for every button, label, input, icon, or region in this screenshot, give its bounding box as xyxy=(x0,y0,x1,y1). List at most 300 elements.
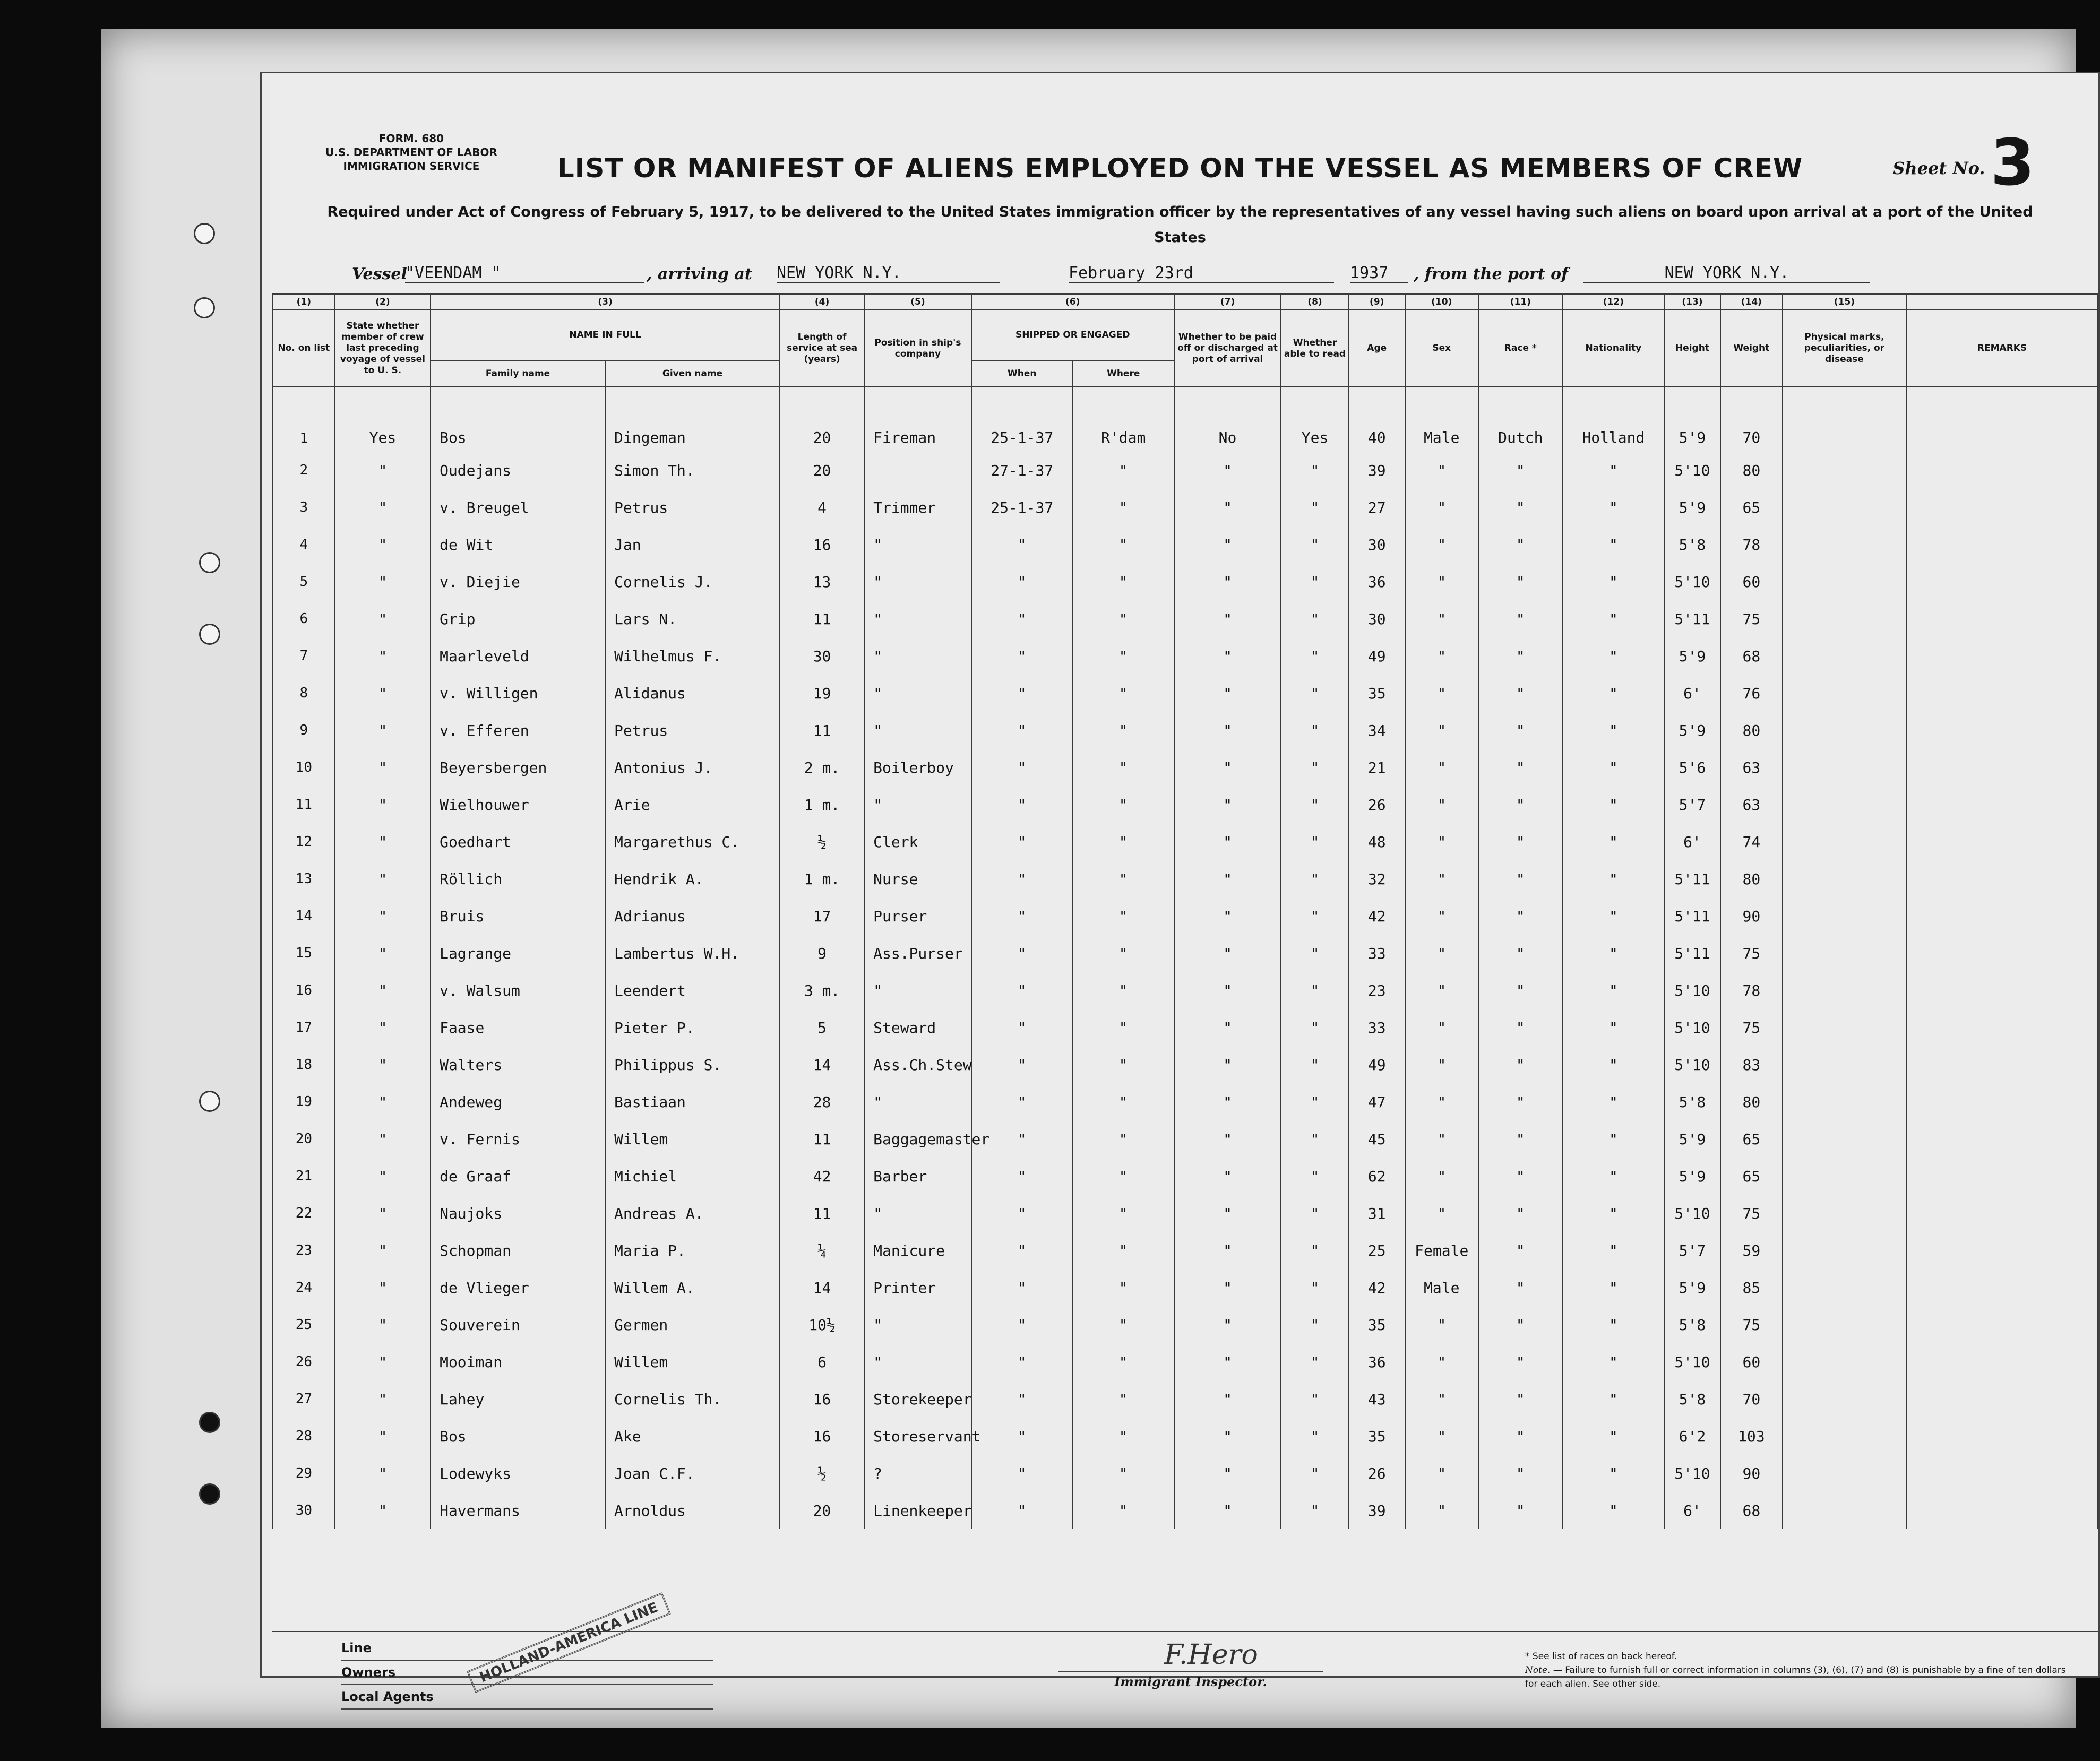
page-subtitle: Required under Act of Congress of February 5, 1917, to be delivered to the United States immigration officer by the representatives of any vessel having such aliens on board upon arrival at a port of the United States xyxy=(327,204,2033,246)
cell-position: " xyxy=(864,637,971,675)
cell-age: 21 xyxy=(1349,749,1405,786)
cell-given: Simon Th. xyxy=(605,452,780,489)
cell-nat: " xyxy=(1563,600,1664,637)
sheet-number: 3 xyxy=(1990,126,2035,200)
table-row xyxy=(273,1232,2098,1269)
cell-age: 33 xyxy=(1349,1009,1405,1046)
cell-nat: " xyxy=(1563,526,1664,563)
cell-nat: " xyxy=(1563,786,1664,823)
cell-family: v. Breugel xyxy=(431,489,605,526)
cell-race: " xyxy=(1478,1306,1563,1343)
cell-family: Naujoks xyxy=(431,1195,605,1232)
cell-age: 31 xyxy=(1349,1195,1405,1232)
cell-paid: " xyxy=(1174,1269,1281,1306)
manifest-page xyxy=(260,72,2100,1704)
cell-remarks xyxy=(1906,749,2098,786)
cell-remarks xyxy=(1906,1418,2098,1455)
cell-when: " xyxy=(971,1306,1073,1343)
cell-race: " xyxy=(1478,563,1563,600)
cell-prev: " xyxy=(335,637,431,675)
cell-read: " xyxy=(1281,600,1348,637)
cell-read: " xyxy=(1281,1120,1348,1158)
cell-age: 39 xyxy=(1349,1492,1405,1529)
table-row xyxy=(273,675,2098,712)
cell-race: " xyxy=(1478,1492,1563,1529)
cell-when: " xyxy=(971,600,1073,637)
cell-prev: " xyxy=(335,712,431,749)
cell-paid: " xyxy=(1174,1418,1281,1455)
cell-service: 16 xyxy=(780,1380,864,1418)
cell-given: Arie xyxy=(605,786,780,823)
cell-height: 5'10 xyxy=(1664,452,1720,489)
cell-sex: " xyxy=(1405,675,1478,712)
cell-prev: " xyxy=(335,749,431,786)
col-num-5: (5) xyxy=(864,294,971,310)
cell-num: 19 xyxy=(273,1083,335,1120)
cell-age: 25 xyxy=(1349,1232,1405,1269)
cell-physical xyxy=(1783,1158,1906,1195)
cell-prev: " xyxy=(335,600,431,637)
cell-remarks xyxy=(1906,712,2098,749)
cell-physical xyxy=(1783,1232,1906,1269)
cell-sex: " xyxy=(1405,1380,1478,1418)
cell-weight: 68 xyxy=(1720,637,1783,675)
cell-where: " xyxy=(1073,675,1174,712)
cell-prev: " xyxy=(335,1455,431,1492)
service: IMMIGRATION SERVICE xyxy=(343,160,480,172)
cell-where: " xyxy=(1073,749,1174,786)
cell-family: Souverein xyxy=(431,1306,605,1343)
footnote-note: — Failure to furnish full or correct information in columns (3), (6), (7) and (8) is punishable by a fine of ten dollars for each alien. See other side. xyxy=(1525,1665,2066,1689)
table-row xyxy=(273,1269,2098,1306)
cell-sex: " xyxy=(1405,526,1478,563)
cell-when: " xyxy=(971,972,1073,1009)
cell-remarks xyxy=(1906,1158,2098,1195)
cell-sex: " xyxy=(1405,712,1478,749)
cell-nat: " xyxy=(1563,1455,1664,1492)
cell-position: Steward xyxy=(864,1009,971,1046)
cell-physical xyxy=(1783,526,1906,563)
punch-hole xyxy=(199,1483,220,1505)
cell-position: " xyxy=(864,563,971,600)
cell-num: 16 xyxy=(273,972,335,1009)
cell-race: " xyxy=(1478,1269,1563,1306)
table-row xyxy=(273,1158,2098,1195)
cell-given: Adrianus xyxy=(605,897,780,935)
table-row xyxy=(273,712,2098,749)
cell-family: Goedhart xyxy=(431,823,605,860)
cell-paid: " xyxy=(1174,563,1281,600)
table-row xyxy=(273,935,2098,972)
cell-nat: " xyxy=(1563,749,1664,786)
cell-position: " xyxy=(864,526,971,563)
cell-service: 20 xyxy=(780,452,864,489)
cell-age: 33 xyxy=(1349,935,1405,972)
cell-age: 36 xyxy=(1349,563,1405,600)
cell-race: " xyxy=(1478,749,1563,786)
cell-given: Pieter P. xyxy=(605,1009,780,1046)
cell-age: 62 xyxy=(1349,1158,1405,1195)
cell-sex: " xyxy=(1405,1195,1478,1232)
cell-service: 13 xyxy=(780,563,864,600)
cell-family: Bos xyxy=(431,387,605,452)
cell-paid: " xyxy=(1174,1306,1281,1343)
cell-weight: 80 xyxy=(1720,860,1783,897)
cell-weight: 70 xyxy=(1720,387,1783,452)
cell-position xyxy=(864,452,971,489)
cell-height: 5'7 xyxy=(1664,786,1720,823)
cell-paid: " xyxy=(1174,786,1281,823)
col-header-given-name: Given name xyxy=(605,360,780,387)
cell-nat: " xyxy=(1563,1195,1664,1232)
cell-num: 4 xyxy=(273,526,335,563)
cell-read: " xyxy=(1281,1455,1348,1492)
cell-prev: " xyxy=(335,1195,431,1232)
cell-height: 5'10 xyxy=(1664,1009,1720,1046)
cell-height: 5'11 xyxy=(1664,897,1720,935)
cell-service: 16 xyxy=(780,526,864,563)
cell-read: " xyxy=(1281,452,1348,489)
col-header-physical-marks: Physical marks, peculiarities, or disease xyxy=(1783,310,1906,387)
cell-num: 18 xyxy=(273,1046,335,1083)
cell-sex: " xyxy=(1405,823,1478,860)
cell-age: 35 xyxy=(1349,1418,1405,1455)
cell-age: 39 xyxy=(1349,452,1405,489)
cell-prev: " xyxy=(335,935,431,972)
cell-age: 36 xyxy=(1349,1343,1405,1380)
cell-when: " xyxy=(971,1046,1073,1083)
cell-weight: 60 xyxy=(1720,1343,1783,1380)
cell-height: 5'7 xyxy=(1664,1232,1720,1269)
cell-read: " xyxy=(1281,1046,1348,1083)
cell-sex: " xyxy=(1405,935,1478,972)
cell-paid: " xyxy=(1174,1455,1281,1492)
cell-height: 5'10 xyxy=(1664,1195,1720,1232)
cell-weight: 74 xyxy=(1720,823,1783,860)
cell-remarks xyxy=(1906,823,2098,860)
cell-sex: " xyxy=(1405,786,1478,823)
cell-given: Willem A. xyxy=(605,1269,780,1306)
cell-given: Cornelis Th. xyxy=(605,1380,780,1418)
cell-remarks xyxy=(1906,1083,2098,1120)
cell-physical xyxy=(1783,897,1906,935)
table-row xyxy=(273,1380,2098,1418)
cell-family: Grip xyxy=(431,600,605,637)
cell-sex: " xyxy=(1405,897,1478,935)
cell-family: Bruis xyxy=(431,897,605,935)
cell-prev: " xyxy=(335,1269,431,1306)
col-header-age: Age xyxy=(1349,310,1405,387)
cell-nat: " xyxy=(1563,972,1664,1009)
cell-weight: 63 xyxy=(1720,749,1783,786)
cell-given: Petrus xyxy=(605,712,780,749)
cell-weight: 90 xyxy=(1720,1455,1783,1492)
cell-age: 26 xyxy=(1349,786,1405,823)
cell-family: de Vlieger xyxy=(431,1269,605,1306)
cell-paid: " xyxy=(1174,749,1281,786)
vessel-name: "VEENDAM " xyxy=(405,264,644,283)
cell-family: de Graaf xyxy=(431,1158,605,1195)
col-header-race: Race * xyxy=(1478,310,1563,387)
cell-physical xyxy=(1783,1009,1906,1046)
cell-service: 14 xyxy=(780,1269,864,1306)
crew-manifest-table xyxy=(272,294,2098,1529)
cell-sex: " xyxy=(1405,1158,1478,1195)
cell-position: " xyxy=(864,1306,971,1343)
cell-service: 20 xyxy=(780,1492,864,1529)
cell-num: 1 xyxy=(273,387,335,452)
cell-physical xyxy=(1783,1455,1906,1492)
cell-where: " xyxy=(1073,1232,1174,1269)
owners-label: Owners xyxy=(341,1661,713,1685)
cell-weight: 83 xyxy=(1720,1046,1783,1083)
cell-num: 28 xyxy=(273,1418,335,1455)
cell-family: Lahey xyxy=(431,1380,605,1418)
table-row xyxy=(273,637,2098,675)
cell-given: Lambertus W.H. xyxy=(605,935,780,972)
cell-height: 5'9 xyxy=(1664,1158,1720,1195)
cell-service: 11 xyxy=(780,712,864,749)
cell-prev: " xyxy=(335,675,431,712)
cell-nat: " xyxy=(1563,1158,1664,1195)
table-row xyxy=(273,749,2098,786)
cell-where: " xyxy=(1073,526,1174,563)
cell-sex: " xyxy=(1405,1455,1478,1492)
cell-where: " xyxy=(1073,1269,1174,1306)
cell-nat: " xyxy=(1563,1418,1664,1455)
cell-physical xyxy=(1783,637,1906,675)
cell-physical xyxy=(1783,786,1906,823)
cell-sex: " xyxy=(1405,1083,1478,1120)
cell-position: " xyxy=(864,600,971,637)
cell-race: " xyxy=(1478,712,1563,749)
cell-num: 30 xyxy=(273,1492,335,1529)
form-number: FORM. 680 xyxy=(378,132,444,145)
cell-position: " xyxy=(864,1083,971,1120)
cell-age: 42 xyxy=(1349,1269,1405,1306)
table-row xyxy=(273,1492,2098,1529)
document-sheet xyxy=(101,29,2076,1728)
col-num-2: (2) xyxy=(335,294,431,310)
vessel-label: Vessel xyxy=(352,265,407,283)
cell-remarks xyxy=(1906,489,2098,526)
col-header-where: Where xyxy=(1073,360,1174,387)
cell-remarks xyxy=(1906,1380,2098,1418)
cell-read: " xyxy=(1281,1380,1348,1418)
cell-paid: " xyxy=(1174,823,1281,860)
cell-service: 11 xyxy=(780,1120,864,1158)
cell-sex: Female xyxy=(1405,1232,1478,1269)
cell-age: 30 xyxy=(1349,526,1405,563)
cell-when: " xyxy=(971,1083,1073,1120)
cell-family: Bos xyxy=(431,1418,605,1455)
cell-read: " xyxy=(1281,1158,1348,1195)
cell-num: 25 xyxy=(273,1306,335,1343)
cell-service: 19 xyxy=(780,675,864,712)
cell-race: " xyxy=(1478,1158,1563,1195)
cell-service: 16 xyxy=(780,1418,864,1455)
cell-paid: " xyxy=(1174,897,1281,935)
cell-family: Lodewyks xyxy=(431,1455,605,1492)
cell-position: Nurse xyxy=(864,860,971,897)
col-num-9: (9) xyxy=(1349,294,1405,310)
cell-when: " xyxy=(971,786,1073,823)
col-num-6: (6) xyxy=(971,294,1174,310)
cell-prev: " xyxy=(335,1343,431,1380)
cell-physical xyxy=(1783,1306,1906,1343)
cell-family: v. Efferen xyxy=(431,712,605,749)
cell-read: " xyxy=(1281,1343,1348,1380)
cell-service: 1 m. xyxy=(780,786,864,823)
cell-where: " xyxy=(1073,1120,1174,1158)
cell-position: " xyxy=(864,786,971,823)
cell-race: " xyxy=(1478,526,1563,563)
cell-num: 17 xyxy=(273,1009,335,1046)
cell-weight: 80 xyxy=(1720,452,1783,489)
cell-sex: " xyxy=(1405,1343,1478,1380)
cell-given: Willem xyxy=(605,1120,780,1158)
cell-service: 2 m. xyxy=(780,749,864,786)
cell-num: 8 xyxy=(273,675,335,712)
table-row xyxy=(273,786,2098,823)
cell-where: " xyxy=(1073,452,1174,489)
cell-position: Barber xyxy=(864,1158,971,1195)
cell-given: Ake xyxy=(605,1418,780,1455)
from-label: , from the port of xyxy=(1414,265,1569,283)
cell-height: 6' xyxy=(1664,675,1720,712)
cell-position: ? xyxy=(864,1455,971,1492)
cell-nat: " xyxy=(1563,452,1664,489)
cell-family: v. Diejie xyxy=(431,563,605,600)
cell-given: Antonius J. xyxy=(605,749,780,786)
cell-prev: " xyxy=(335,1418,431,1455)
cell-race: " xyxy=(1478,1195,1563,1232)
crew-rows xyxy=(273,387,2098,1529)
cell-family: Oudejans xyxy=(431,452,605,489)
cell-where: " xyxy=(1073,637,1174,675)
cell-num: 6 xyxy=(273,600,335,637)
cell-sex: Male xyxy=(1405,1269,1478,1306)
cell-sex: " xyxy=(1405,1009,1478,1046)
cell-height: 5'6 xyxy=(1664,749,1720,786)
cell-family: v. Willigen xyxy=(431,675,605,712)
col-header-position: Position in ship's company xyxy=(864,310,971,387)
line-stamp: HOLLAND-AMERICA LINE xyxy=(467,1592,671,1693)
cell-race: " xyxy=(1478,897,1563,935)
cell-family: de Wit xyxy=(431,526,605,563)
cell-service: 5 xyxy=(780,1009,864,1046)
table-row xyxy=(273,600,2098,637)
cell-nat: " xyxy=(1563,1046,1664,1083)
col-num-15: (15) xyxy=(1783,294,1906,310)
cell-weight: 90 xyxy=(1720,897,1783,935)
cell-read: " xyxy=(1281,935,1348,972)
cell-age: 35 xyxy=(1349,1306,1405,1343)
cell-physical xyxy=(1783,563,1906,600)
cell-paid: " xyxy=(1174,1492,1281,1529)
cell-position: Printer xyxy=(864,1269,971,1306)
cell-position: Storekeeper xyxy=(864,1380,971,1418)
col-header-paid-off: Whether to be paid off or discharged at port of arrival xyxy=(1174,310,1281,387)
from-port: NEW YORK N.Y. xyxy=(1583,264,1870,283)
cell-service: 42 xyxy=(780,1158,864,1195)
line-label: Line xyxy=(341,1636,713,1661)
cell-read: " xyxy=(1281,712,1348,749)
col-num-1: (1) xyxy=(273,294,335,310)
cell-height: 5'11 xyxy=(1664,860,1720,897)
cell-service: 4 xyxy=(780,489,864,526)
cell-family: Wielhouwer xyxy=(431,786,605,823)
cell-prev: " xyxy=(335,1380,431,1418)
punch-hole xyxy=(194,297,215,318)
cell-family: Walters xyxy=(431,1046,605,1083)
cell-where: " xyxy=(1073,1455,1174,1492)
cell-when: " xyxy=(971,1455,1073,1492)
cell-race: " xyxy=(1478,1343,1563,1380)
cell-prev: " xyxy=(335,526,431,563)
cell-remarks xyxy=(1906,1232,2098,1269)
table-row xyxy=(273,1418,2098,1455)
cell-where: " xyxy=(1073,1195,1174,1232)
cell-weight: 68 xyxy=(1720,1492,1783,1529)
cell-physical xyxy=(1783,387,1906,452)
cell-num: 3 xyxy=(273,489,335,526)
cell-remarks xyxy=(1906,1492,2098,1529)
cell-remarks xyxy=(1906,1306,2098,1343)
cell-age: 26 xyxy=(1349,1455,1405,1492)
cell-height: 5'9 xyxy=(1664,489,1720,526)
cell-given: Alidanus xyxy=(605,675,780,712)
cell-height: 5'10 xyxy=(1664,972,1720,1009)
cell-given: Arnoldus xyxy=(605,1492,780,1529)
cell-physical xyxy=(1783,823,1906,860)
cell-when: " xyxy=(971,1120,1073,1158)
page-title: LIST OR MANIFEST OF ALIENS EMPLOYED ON THE VESSEL AS MEMBERS OF CREW xyxy=(557,153,1803,184)
cell-family: Röllich xyxy=(431,860,605,897)
cell-num: 26 xyxy=(273,1343,335,1380)
arriving-label: , arriving at xyxy=(647,265,752,283)
cell-age: 27 xyxy=(1349,489,1405,526)
cell-prev: Yes xyxy=(335,387,431,452)
cell-position: " xyxy=(864,1195,971,1232)
cell-num: 23 xyxy=(273,1232,335,1269)
cell-remarks xyxy=(1906,526,2098,563)
cell-physical xyxy=(1783,972,1906,1009)
cell-read: " xyxy=(1281,1306,1348,1343)
agents-label: Local Agents xyxy=(341,1685,713,1710)
cell-where: " xyxy=(1073,786,1174,823)
cell-where: " xyxy=(1073,860,1174,897)
cell-nat: " xyxy=(1563,1306,1664,1343)
table-row xyxy=(273,1046,2098,1083)
cell-where: " xyxy=(1073,563,1174,600)
cell-when: " xyxy=(971,897,1073,935)
punch-hole xyxy=(199,1091,220,1112)
cell-nat: " xyxy=(1563,935,1664,972)
cell-where: " xyxy=(1073,823,1174,860)
col-header-remarks: REMARKS xyxy=(1906,310,2098,387)
table-row xyxy=(273,897,2098,935)
arrival-year: 1937 xyxy=(1350,264,1408,283)
cell-given: Andreas A. xyxy=(605,1195,780,1232)
vessel-line xyxy=(352,258,2051,287)
cell-remarks xyxy=(1906,1269,2098,1306)
table-row xyxy=(273,823,2098,860)
cell-nat: " xyxy=(1563,823,1664,860)
cell-physical xyxy=(1783,600,1906,637)
cell-position: Ass.Purser xyxy=(864,935,971,972)
cell-height: 5'10 xyxy=(1664,1343,1720,1380)
